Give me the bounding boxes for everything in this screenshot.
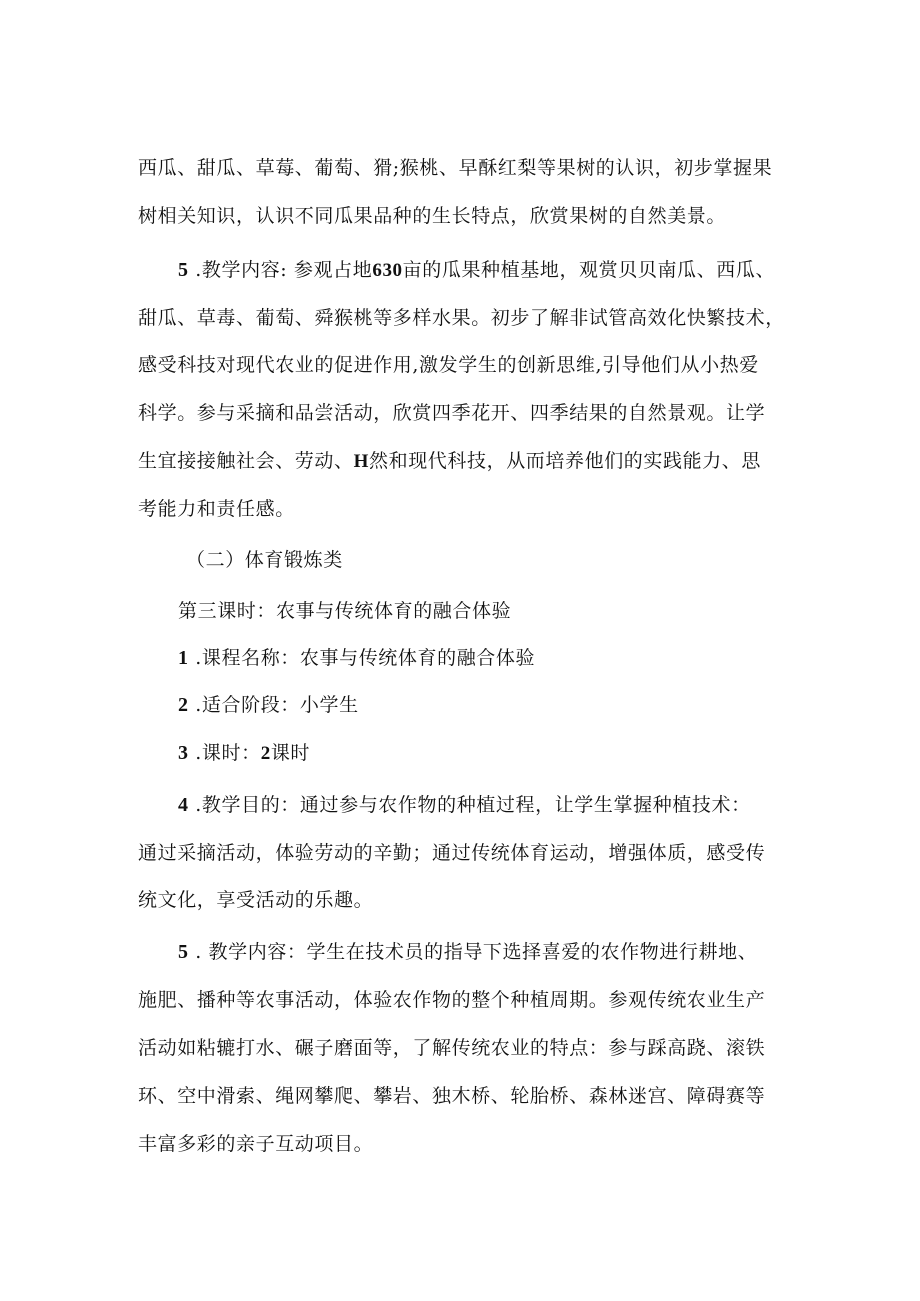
- item3-text-b: 2: [260, 743, 271, 764]
- para2-line3: 感受科技对现代农业的促进作用,激发学生的创新思维,引导他们从小热爱: [138, 354, 759, 376]
- para2-line4: 科学。参与采摘和品尝活动，欣赏四季花开、四季结果的自然景观。让学: [138, 402, 766, 424]
- item3-text-a: .课时：: [188, 742, 261, 764]
- section-heading: （二）体育锻炼类: [186, 549, 343, 571]
- para2-line2: 甜瓜、草毒、葡萄、舜猴桃等多样水果。初步了解非试管高效化快繁技术，: [138, 307, 785, 329]
- item5-number: 5: [178, 941, 189, 963]
- item1-number: 1: [178, 647, 189, 669]
- item5-line4: 环、空中滑索、绳网攀爬、攀岩、独木桥、轮胎桥、森林迷宫、障碍赛等: [138, 1085, 766, 1107]
- para2-line1: [178, 255, 828, 286]
- item1: [178, 643, 828, 673]
- item2-text: .适合阶段：小学生: [188, 694, 359, 716]
- item2: [178, 690, 828, 720]
- para1-line2: 树相关知识，认识不同瓜果品种的生长特点，欣赏果树的自然美景。: [138, 205, 727, 227]
- item4-line1-text: .教学目的：通过参与农作物的种植过程，让学生掌握种植技术：: [188, 794, 751, 816]
- item5-line1-text: . 教学内容：学生在技术员的指导下选择喜爱的农作物进行耕地、: [188, 941, 758, 963]
- item3-text-c: 课时: [270, 742, 311, 764]
- item5-line1: [178, 937, 828, 967]
- para2-line5-b: H: [353, 451, 369, 472]
- item3-number: 3: [178, 742, 189, 764]
- item4-line2: 通过采摘活动，体验劳动的辛勤；通过传统体育运动，增强体质，感受传: [138, 842, 766, 864]
- item4-line3: 统文化，享受活动的乐趣。: [138, 889, 374, 911]
- para2-line1-a: .教学内容: 参观占地: [188, 259, 373, 281]
- para2-line6: 考能力和责任感。: [138, 498, 295, 520]
- para2-number: 5: [178, 259, 189, 281]
- item5-line3: 活动如粘辘打水、碾子磨面等，了解传统农业的特点：参与踩高跷、滚铁: [138, 1037, 766, 1059]
- item5-line2: 施肥、播种等农事活动，体验农作物的整个种植周期。参观传统农业生产: [138, 989, 766, 1011]
- item4-line1: [178, 790, 828, 820]
- para1-line1: 西瓜、甜瓜、草莓、葡萄、猾;猴桃、早酥红梨等果树的认识，初步掌握果: [138, 157, 773, 179]
- item2-number: 2: [178, 694, 189, 716]
- lesson-title: 第三课时：农事与传统体育的融合体验: [178, 600, 512, 622]
- para2-line5-a: 生宜接接触社会、劳动、: [138, 450, 354, 472]
- item4-number: 4: [178, 794, 189, 816]
- para2-line1-c: 亩的瓜果种植基地，观赏贝贝南瓜、西瓜、: [402, 259, 776, 281]
- para2-area-number: 630: [372, 260, 403, 281]
- item3: [178, 738, 828, 769]
- item5-line5: 丰富多彩的亲子互动项目。: [138, 1133, 374, 1155]
- para2-line5-c: 然和现代科技，从而培养他们的实践能力、思: [369, 450, 762, 472]
- para2-line5: [138, 446, 788, 477]
- item1-text: .课程名称：农事与传统体育的融合体验: [188, 647, 536, 669]
